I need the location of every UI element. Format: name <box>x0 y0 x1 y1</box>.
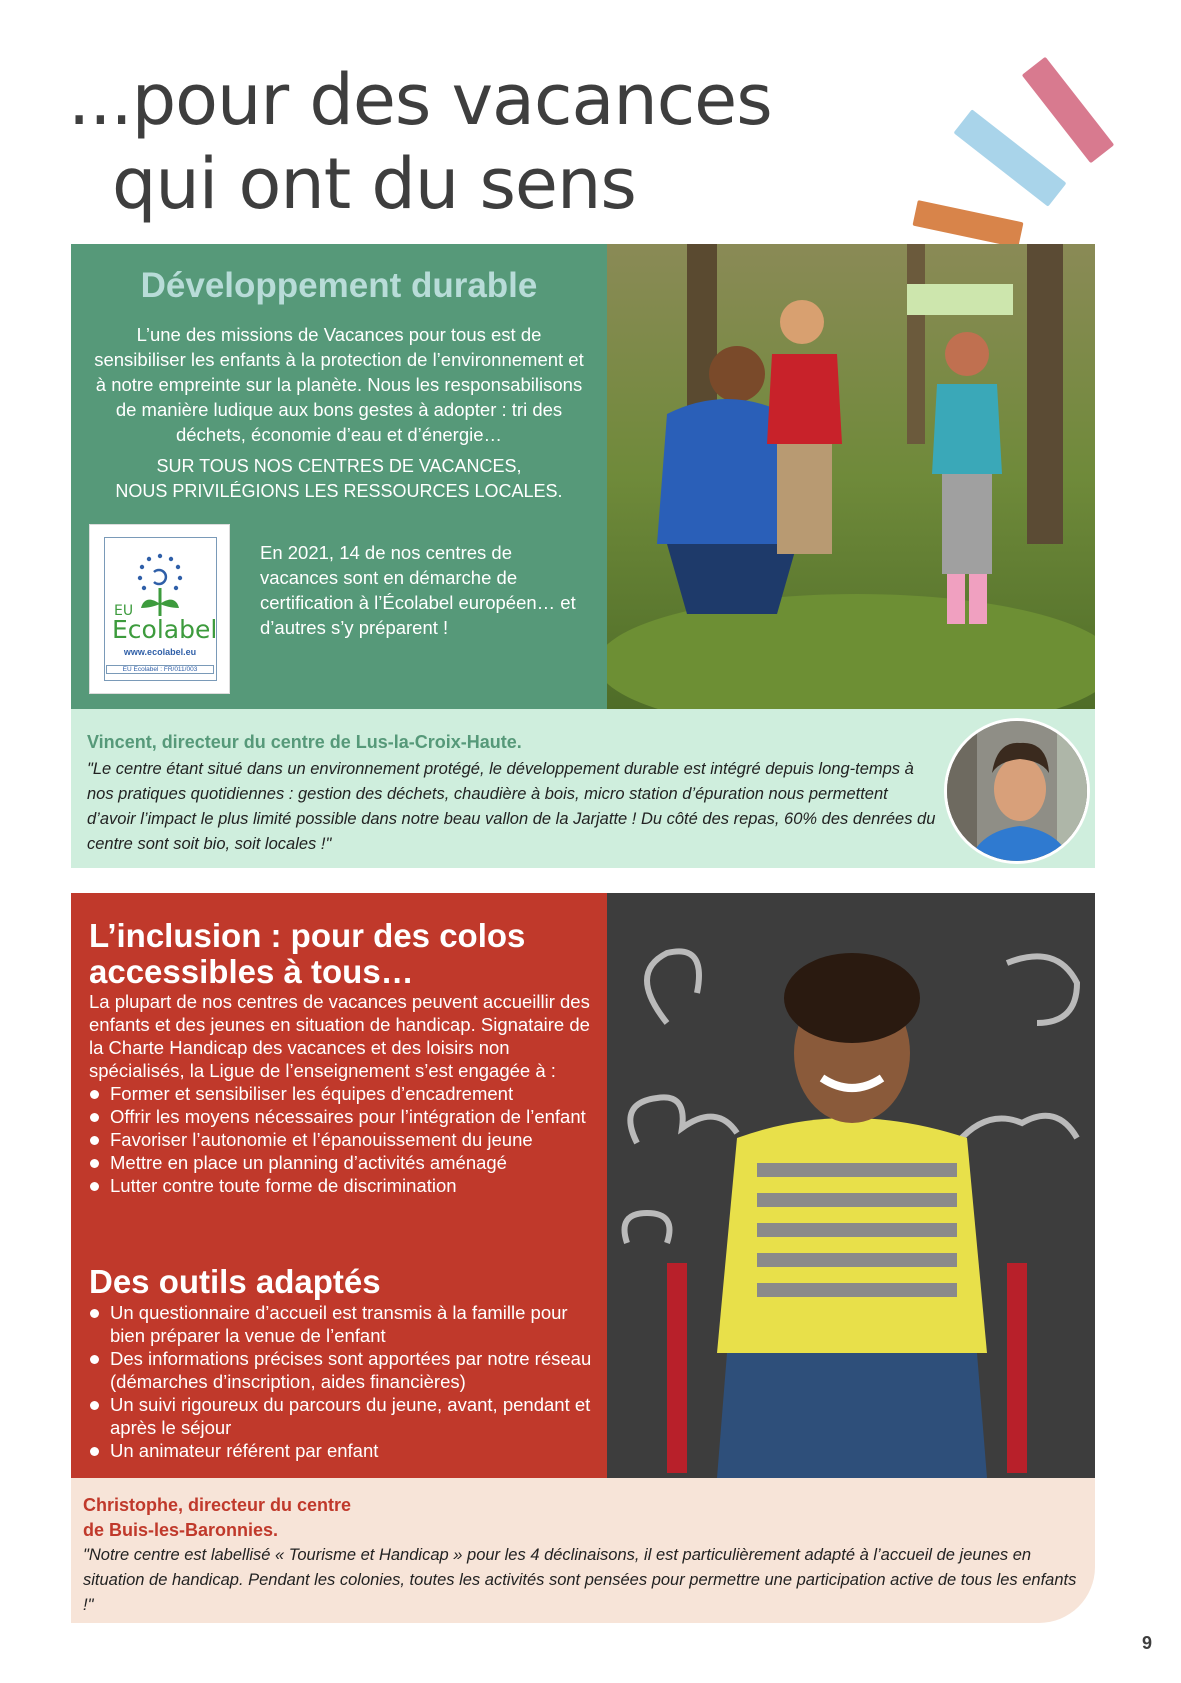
page-title <box>68 58 772 226</box>
developpement-caps <box>89 454 589 504</box>
quote-christophe-text: "Notre centre est labellisé « Tourisme et Handicap » pour les 4 déclinaisons, il est particulièrement adapté à l’accueil de jeunes en situation de handicap. Pendant les colonies, toutes les activités sont pensées pour permettre une participation active de tous les enfants !" <box>83 1546 1077 1614</box>
developpement-title: Développement durable <box>140 266 538 305</box>
list-item: Des informations précises sont apportées par notre réseau (démarches d’inscription, aides financières) <box>89 1347 599 1393</box>
list-item: Lutter contre toute forme de discrimination <box>89 1174 599 1197</box>
list-item: Mettre en place un planning d’activités aménagé <box>89 1151 599 1174</box>
outils-title: Des outils adaptés <box>89 1263 381 1300</box>
list-item: Un suivi rigoureux du parcours du jeune, avant, pendant et après le séjour <box>89 1393 599 1439</box>
outils-list <box>89 1301 599 1462</box>
developpement-text: L’une des missions de Vacances pour tous est de sensibiliser les enfants à la protection de l’environnement et à notre empreinte sur la planète. Nous les responsabilisons de manière ludique aux bons gestes à adopter : tri des déchets, économie d’eau et d’énergie… <box>94 324 584 445</box>
caps-line-1: SUR TOUS NOS CENTRES DE VACANCES, <box>156 456 522 476</box>
ecolabel-name: Ecolabel <box>112 615 218 644</box>
ecolabel-url: www.ecolabel.eu <box>123 647 197 657</box>
decor-stroke-pink <box>1022 57 1115 164</box>
caps-line-2: NOUS PRIVILÉGIONS LES RESSOURCES LOCALES. <box>115 481 563 501</box>
ecolabel-logo <box>89 524 230 694</box>
list-item: Un questionnaire d’accueil est transmis à la famille pour bien préparer la venue de l’enfant <box>89 1301 599 1347</box>
list-item: Former et sensibiliser les équipes d’encadrement <box>89 1082 599 1105</box>
ecolabel-code: EU Ecolabel : FR/011/003 <box>106 665 214 674</box>
ecolabel-text: En 2021, 14 de nos centres de vacances sont en démarche de certification à l’Écolabel européen… et d’autres s’y préparent ! <box>260 542 576 638</box>
list-item: Offrir les moyens nécessaires pour l’intégration de l’enfant <box>89 1105 599 1128</box>
inclusion-intro: La plupart de nos centres de vacances peuvent accueillir des enfants et des jeunes en situation de handicap. Signataire de la Charte Handicap des vacances et des loisirs non spécialisés, la Ligue de l’enseignement s’est engagée à : <box>89 991 590 1081</box>
inclusion-list <box>89 1082 599 1197</box>
child-wheelchair-photo <box>607 893 1095 1478</box>
list-item: Un animateur référent par enfant <box>89 1439 599 1462</box>
quote-vincent-name: Vincent, directeur du centre de Lus-la-Croix-Haute. <box>87 732 522 752</box>
page-number: 9 <box>1142 1633 1153 1653</box>
title-line-2: qui ont du sens <box>112 143 636 225</box>
decor-stroke-orange <box>912 200 1023 248</box>
quote-christophe-name-line-1: Christophe, directeur du centre <box>83 1495 352 1515</box>
ecolabel-eu: EU <box>114 603 134 619</box>
children-nature-photo <box>607 244 1095 709</box>
quote-christophe-name <box>83 1493 483 1543</box>
quote-vincent-text: "Le centre étant situé dans un environnement protégé, le développement durable est intégré depuis long-temps à nos pratiques quotidiennes : gestion des déchets, chaudière à bois, micro station d’épuration nous permettent d’avoir l’impact le plus limité possible dans notre beau vallon de la Jarjatte ! Du côté des repas, 60% des denrées du centre sont soit bio, soit locales !" <box>87 760 936 853</box>
inclusion-title: L’inclusion : pour des colos accessibles à tous… <box>89 917 526 990</box>
avatar <box>944 718 1090 864</box>
list-item: Favoriser l’autonomie et l’épanouissement du jeune <box>89 1128 599 1151</box>
decor-stroke-blue <box>953 109 1066 207</box>
decor-stroke-lightgreen <box>907 284 1013 315</box>
quote-christophe-name-line-2: de Buis-les-Baronnies. <box>83 1520 279 1540</box>
inclusion-content <box>89 990 599 1197</box>
title-line-1: ...pour des vacances <box>68 59 772 141</box>
